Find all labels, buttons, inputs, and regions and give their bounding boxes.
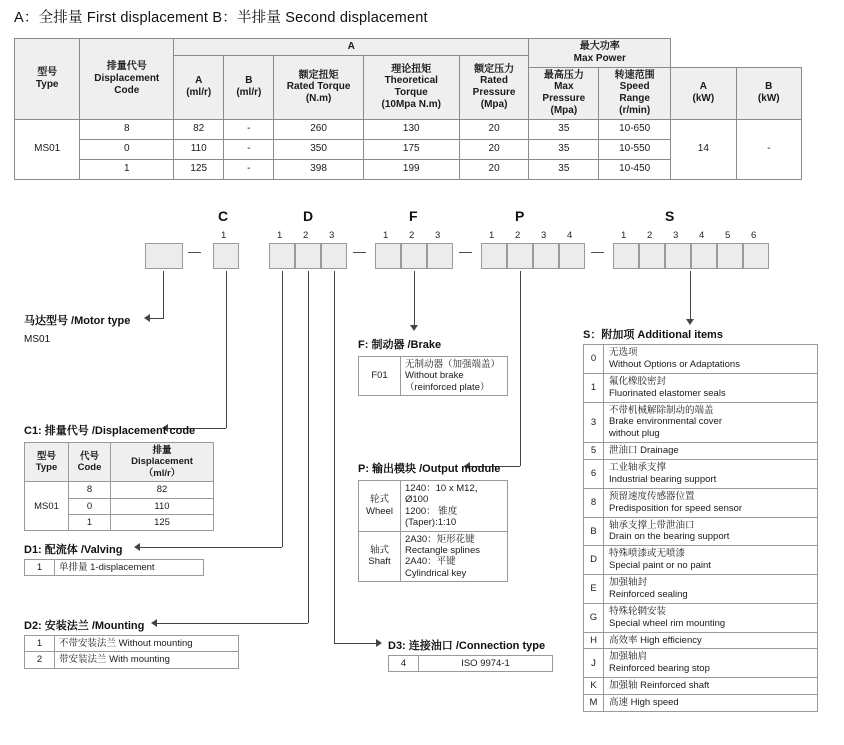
- digit-f-3: 3: [435, 230, 441, 241]
- table-row: [584, 345, 818, 374]
- code-box-d2[interactable]: [295, 243, 321, 269]
- p-output-module-table: [358, 480, 508, 582]
- cell-max-pressure: 35: [529, 139, 599, 159]
- leader-p-v: [520, 271, 521, 466]
- digit-s-3: 3: [673, 230, 679, 241]
- s-cell-code: K: [584, 678, 604, 695]
- separator-dash: —: [459, 244, 472, 259]
- leader-motor-type-h: [150, 318, 164, 319]
- col-max-power-a: A (kW): [671, 67, 736, 119]
- cell-theo-torque: 175: [363, 139, 459, 159]
- s-cell-desc: 工业轴承支撑 Industrial bearing support: [604, 460, 818, 489]
- code-box-p3[interactable]: [533, 243, 559, 269]
- digit-d-3: 3: [329, 230, 335, 241]
- s-cell-desc: 特殊喷漆或无喷漆 Special paint or no paint: [604, 546, 818, 575]
- cell-max-pressure: 35: [529, 119, 599, 139]
- cell-rated-pressure: 20: [459, 159, 529, 179]
- leader-motor-type-arrow: [144, 314, 150, 322]
- cell-max-power-b: -: [736, 119, 801, 179]
- code-box-d1[interactable]: [269, 243, 295, 269]
- s-additional-items-table: [583, 344, 818, 712]
- table-row: [584, 488, 818, 517]
- col-max-pressure: 最高压力 Max Pressure (Mpa): [529, 67, 599, 119]
- cell-a: 125: [174, 159, 224, 179]
- group-letter-c: C: [218, 208, 229, 224]
- digit-s-1: 1: [621, 230, 627, 241]
- leader-s-arrow: [686, 319, 694, 325]
- cell-type: MS01: [15, 119, 80, 179]
- cell-b: -: [224, 159, 274, 179]
- separator-dash: —: [591, 244, 604, 259]
- p-cell-code-wheel: 轮式 Wheel: [359, 481, 401, 532]
- s-cell-desc: 泄油口 Drainage: [604, 443, 818, 460]
- code-box-s3[interactable]: [665, 243, 691, 269]
- cell-speed: 10-650: [599, 119, 671, 139]
- code-box-s1[interactable]: [613, 243, 639, 269]
- c1-cell-code: 1: [69, 514, 111, 530]
- col-max-power-b: B (kW): [736, 67, 801, 119]
- d2-cell-desc: 不带安装法兰 Without mounting: [55, 636, 239, 652]
- s-cell-desc: 加强轴 Reinforced shaft: [604, 678, 818, 695]
- table-row: [359, 481, 508, 532]
- leader-c1-v: [226, 271, 227, 428]
- leader-d3-v: [334, 271, 335, 643]
- table-row: [389, 656, 553, 672]
- digit-c-1: 1: [221, 230, 227, 241]
- cell-rated-pressure: 20: [459, 119, 529, 139]
- motor-type-value: MS01: [24, 334, 51, 345]
- code-box-s4[interactable]: [691, 243, 717, 269]
- d3-connection-table: [388, 655, 553, 672]
- table-row: [584, 517, 818, 546]
- page-title: A：全排量 First displacement B：半排量 Second displacement: [14, 10, 428, 26]
- digit-s-5: 5: [725, 230, 731, 241]
- table-row: [584, 632, 818, 649]
- leader-motor-type-v: [163, 271, 164, 318]
- table-row: [584, 678, 818, 695]
- digit-d-2: 2: [303, 230, 309, 241]
- table-row: [584, 373, 818, 402]
- s-cell-code: 5: [584, 443, 604, 460]
- table-row: [15, 119, 802, 139]
- s-cell-code: G: [584, 603, 604, 632]
- table-row: [584, 695, 818, 712]
- col-theoretical-torque: 理论扭矩 Theoretical Torque (10Mpa N.m): [363, 55, 459, 119]
- cell-max-power-a: 14: [671, 119, 736, 179]
- col-rated-pressure: 额定压力 Rated Pressure (Mpa): [459, 55, 529, 119]
- s-title: S：附加项 Additional items: [583, 329, 723, 341]
- digit-s-4: 4: [699, 230, 705, 241]
- c1-col-code: 代号 Code: [69, 443, 111, 482]
- cell-a: 82: [174, 119, 224, 139]
- table-row: [359, 357, 508, 396]
- c1-cell-code: 8: [69, 482, 111, 498]
- table-row: [584, 575, 818, 604]
- col-rated-torque: 额定扭矩 Rated Torque (N.m): [274, 55, 363, 119]
- d3-title: D3: 连接油口 /Connection type: [388, 640, 546, 652]
- s-cell-code: 3: [584, 402, 604, 443]
- s-cell-desc: 轴承支撑上带泄油口 Drain on the bearing support: [604, 517, 818, 546]
- s-cell-desc: 不带机械解除制动的端盖 Brake environmental cover without plug: [604, 402, 818, 443]
- d1-cell-code: 1: [25, 560, 55, 576]
- leader-f-arrow: [410, 325, 418, 331]
- leader-d3-h: [334, 643, 376, 644]
- digit-s-6: 6: [751, 230, 757, 241]
- c1-cell-disp: 110: [111, 498, 214, 514]
- d1-valving-table: [24, 559, 204, 576]
- model-code-diagram: [0, 198, 844, 308]
- leader-d2-h: [157, 623, 308, 624]
- c1-title: C1: 排量代号 /Displacement code: [24, 425, 196, 437]
- d2-cell-desc: 带安装法兰 With mounting: [55, 652, 239, 668]
- group-letter-f: F: [409, 208, 418, 224]
- c1-col-displacement: 排量 Displacement （ml/r）: [111, 443, 214, 482]
- table-row: [25, 652, 239, 668]
- group-letter-s: S: [665, 208, 675, 224]
- s-cell-desc: 氟化橡胶密封 Fluorinated elastomer seals: [604, 373, 818, 402]
- code-box-f1[interactable]: [375, 243, 401, 269]
- table-row: [584, 546, 818, 575]
- leader-s-v: [690, 271, 691, 319]
- d2-cell-code: 1: [25, 636, 55, 652]
- cell-theo-torque: 199: [363, 159, 459, 179]
- d1-cell-desc: 单排量 1-displacement: [55, 560, 204, 576]
- f-brake-table: [358, 356, 508, 396]
- digit-d-1: 1: [277, 230, 283, 241]
- separator-dash: —: [353, 244, 366, 259]
- s-cell-desc: 加强轴肩 Reinforced bearing stop: [604, 649, 818, 678]
- table-header-row: [15, 39, 802, 56]
- digit-s-2: 2: [647, 230, 653, 241]
- digit-p-1: 1: [489, 230, 495, 241]
- col-displacement-code: 排量代号 Displacement Code: [80, 39, 174, 120]
- c1-cell-type: MS01: [25, 482, 69, 531]
- table-row: [584, 443, 818, 460]
- cell-rated-pressure: 20: [459, 139, 529, 159]
- s-cell-code: D: [584, 546, 604, 575]
- table-row: [359, 531, 508, 582]
- s-cell-desc: 加强轴封 Reinforced sealing: [604, 575, 818, 604]
- s-cell-code: J: [584, 649, 604, 678]
- cell-code: 1: [80, 159, 174, 179]
- code-box-motor-type[interactable]: [145, 243, 183, 269]
- s-cell-code: E: [584, 575, 604, 604]
- table-row: [584, 603, 818, 632]
- s-cell-code: B: [584, 517, 604, 546]
- c1-cell-code: 0: [69, 498, 111, 514]
- table-row: [584, 460, 818, 489]
- d2-mounting-table: [24, 635, 239, 669]
- c1-displacement-table: [24, 442, 214, 531]
- col-b-mlr: B (ml/r): [224, 55, 274, 119]
- d1-title: D1: 配流体 /Valving: [24, 544, 123, 556]
- cell-theo-torque: 130: [363, 119, 459, 139]
- f-cell-desc: 无制动器（加强端盖） Without brake （reinforced plate）: [401, 357, 508, 396]
- s-cell-code: M: [584, 695, 604, 712]
- code-box-s6[interactable]: [743, 243, 769, 269]
- col-speed-range: 转速范围 Speed Range (r/min): [599, 67, 671, 119]
- c1-cell-disp: 82: [111, 482, 214, 498]
- cell-rated-torque: 260: [274, 119, 363, 139]
- c1-cell-disp: 125: [111, 514, 214, 530]
- leader-d1-arrow: [134, 543, 140, 551]
- separator-dash: —: [188, 244, 201, 259]
- s-cell-code: 8: [584, 488, 604, 517]
- code-box-f2[interactable]: [401, 243, 427, 269]
- col-max-power: 最大功率 Max Power: [529, 39, 671, 68]
- digit-p-2: 2: [515, 230, 521, 241]
- f-title: F: 制动器 /Brake: [358, 339, 442, 351]
- cell-code: 0: [80, 139, 174, 159]
- table-header-row: [25, 443, 214, 482]
- table-row: [584, 649, 818, 678]
- leader-d2-v: [308, 271, 309, 623]
- s-cell-desc: 特殊轮辋安装 Special wheel rim mounting: [604, 603, 818, 632]
- s-cell-code: 6: [584, 460, 604, 489]
- digit-p-4: 4: [567, 230, 573, 241]
- table-row: [25, 560, 204, 576]
- leader-d3-arrow: [376, 639, 382, 647]
- s-cell-code: 1: [584, 373, 604, 402]
- digit-p-3: 3: [541, 230, 547, 241]
- d2-title: D2: 安装法兰 /Mounting: [24, 620, 145, 632]
- digit-f-2: 2: [409, 230, 415, 241]
- col-group-a: A: [174, 39, 529, 56]
- leader-d1-h: [140, 547, 282, 548]
- s-cell-code: H: [584, 632, 604, 649]
- leader-d2-arrow: [151, 619, 157, 627]
- d3-cell-desc: ISO 9974-1: [419, 656, 553, 672]
- cell-rated-torque: 398: [274, 159, 363, 179]
- f-cell-code: F01: [359, 357, 401, 396]
- col-type: 型号 Type: [15, 39, 80, 120]
- p-cell-code-shaft: 轴式 Shaft: [359, 531, 401, 582]
- cell-code: 8: [80, 119, 174, 139]
- p-cell-desc-wheel: 1240：10 x M12，Ø100 1200： 锥度 (Taper):1:10: [401, 481, 508, 532]
- cell-a: 110: [174, 139, 224, 159]
- code-box-p4[interactable]: [559, 243, 585, 269]
- table-row: [584, 402, 818, 443]
- cell-speed: 10-550: [599, 139, 671, 159]
- leader-f-v: [414, 271, 415, 325]
- code-box-p2[interactable]: [507, 243, 533, 269]
- table-row: [25, 482, 214, 498]
- leader-d1-v: [282, 271, 283, 547]
- col-a-mlr: A (ml/r): [174, 55, 224, 119]
- code-box-c1[interactable]: [213, 243, 239, 269]
- s-cell-desc: 无选项 Without Options or Adaptations: [604, 345, 818, 374]
- d2-cell-code: 2: [25, 652, 55, 668]
- code-box-s5[interactable]: [717, 243, 743, 269]
- group-letter-p: P: [515, 208, 525, 224]
- digit-f-1: 1: [383, 230, 389, 241]
- s-cell-desc: 预留速度传感器位置 Predisposition for speed sensor: [604, 488, 818, 517]
- cell-max-pressure: 35: [529, 159, 599, 179]
- p-title: P: 输出模块 /Output module: [358, 463, 501, 475]
- s-cell-desc: 高效率 High efficiency: [604, 632, 818, 649]
- table-row: [25, 636, 239, 652]
- s-cell-code: 0: [584, 345, 604, 374]
- code-box-d3[interactable]: [321, 243, 347, 269]
- c1-col-type: 型号 Type: [25, 443, 69, 482]
- code-box-p1[interactable]: [481, 243, 507, 269]
- motor-type-title: 马达型号 /Motor type: [24, 315, 131, 327]
- specification-table: [14, 38, 802, 180]
- code-box-s2[interactable]: [639, 243, 665, 269]
- cell-b: -: [224, 119, 274, 139]
- group-letter-d: D: [303, 208, 314, 224]
- s-cell-desc: 高速 High speed: [604, 695, 818, 712]
- p-cell-desc-shaft: 2A30：矩形花键 Rectangle splines 2A40：平键 Cylindrical key: [401, 531, 508, 582]
- cell-b: -: [224, 139, 274, 159]
- code-box-f3[interactable]: [427, 243, 453, 269]
- d3-cell-code: 4: [389, 656, 419, 672]
- cell-speed: 10-450: [599, 159, 671, 179]
- cell-rated-torque: 350: [274, 139, 363, 159]
